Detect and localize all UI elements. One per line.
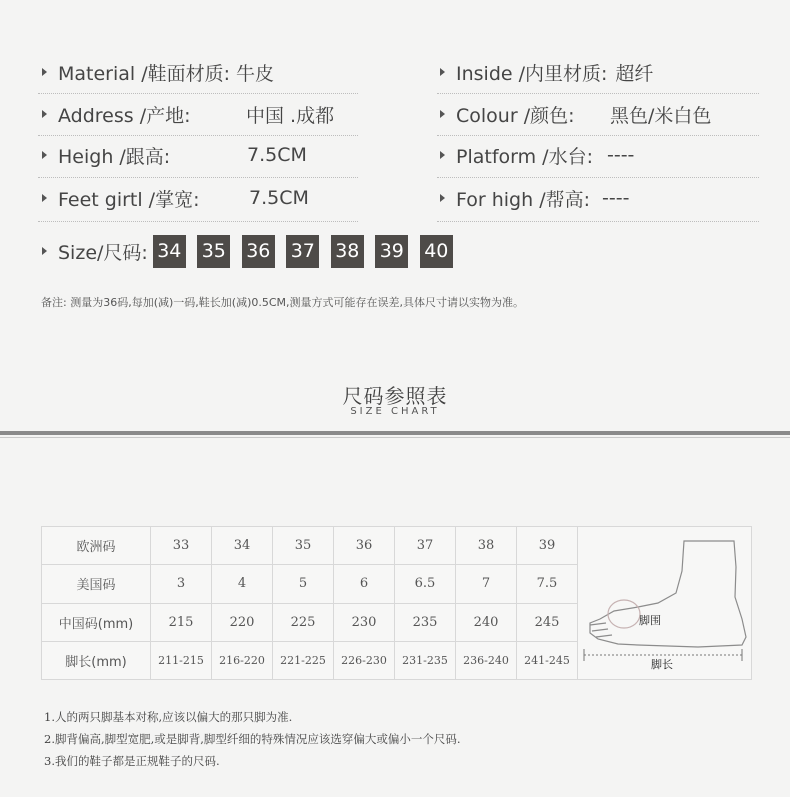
size-option: 35 xyxy=(197,235,230,268)
table-cell: 6 xyxy=(334,565,395,603)
table-cell: 36 xyxy=(334,527,395,565)
table-cell: 7.5 xyxy=(517,565,578,603)
bullet-triangle-icon xyxy=(440,194,445,202)
table-cell: 6.5 xyxy=(395,565,456,603)
divider xyxy=(437,221,759,222)
divider xyxy=(38,93,358,94)
foot-illustration xyxy=(578,527,751,675)
spec-label: Material /鞋面材质: xyxy=(58,62,231,85)
tip-item: 2.脚背偏高,脚型宽肥,或是脚背,脚型纤细的特殊情况应该选穿偏大或偏小一个尺码. xyxy=(44,732,461,746)
bullet-triangle-icon xyxy=(42,110,47,118)
bullet-triangle-icon xyxy=(42,151,47,159)
row-header: 中国码(mm) xyxy=(42,603,151,641)
spec-label: Inside /内里材质: xyxy=(456,62,608,85)
bullet-triangle-icon xyxy=(42,247,47,255)
table-cell: 225 xyxy=(273,603,334,641)
size-option: 39 xyxy=(375,235,408,268)
bullet-triangle-icon xyxy=(440,151,445,159)
foot-diagram-cell xyxy=(578,527,752,680)
spec-heel-height xyxy=(42,138,362,172)
spec-value: 7.5CM xyxy=(247,144,307,166)
table-cell: 241-245 xyxy=(517,641,578,679)
table-cell: 3 xyxy=(151,565,212,603)
table-cell: 235 xyxy=(395,603,456,641)
spec-value: 中国 .成都 xyxy=(246,104,335,127)
chart-title: 尺码参照表 xyxy=(342,384,448,408)
divider xyxy=(437,93,759,94)
table-cell: 35 xyxy=(273,527,334,565)
table-cell: 7 xyxy=(456,565,517,603)
spec-inside xyxy=(440,55,760,89)
spec-label: Address /产地: xyxy=(58,104,191,127)
bullet-triangle-icon xyxy=(42,68,47,76)
bullet-triangle-icon xyxy=(42,194,47,202)
table-cell: 216-220 xyxy=(212,641,273,679)
bullet-triangle-icon xyxy=(440,68,445,76)
spec-feet-girth xyxy=(42,181,362,215)
spec-value: ---- xyxy=(606,144,635,166)
table-cell: 230 xyxy=(334,603,395,641)
section-divider-line xyxy=(0,437,790,438)
table-cell: 221-225 xyxy=(273,641,334,679)
spec-value: 7.5CM xyxy=(249,187,309,209)
table-row xyxy=(42,527,752,565)
table-cell: 4 xyxy=(212,565,273,603)
size-option: 40 xyxy=(420,235,453,268)
spec-label: Heigh /跟高: xyxy=(58,145,171,168)
table-cell: 37 xyxy=(395,527,456,565)
tip-item: 1.人的两只脚基本对称,应该以偏大的那只脚为准. xyxy=(44,710,293,724)
size-row xyxy=(42,233,464,269)
girth-label: 脚围 xyxy=(639,614,661,627)
table-cell: 34 xyxy=(212,527,273,565)
table-cell: 5 xyxy=(273,565,334,603)
divider xyxy=(38,221,358,222)
length-label: 脚长 xyxy=(651,658,673,671)
spec-for-high xyxy=(440,181,760,215)
table-cell: 39 xyxy=(517,527,578,565)
divider xyxy=(437,135,759,136)
bullet-triangle-icon xyxy=(440,110,445,118)
size-label: Size/尺码: xyxy=(58,241,148,264)
section-divider xyxy=(0,431,790,435)
spec-value: 牛皮 xyxy=(236,62,275,85)
size-option: 37 xyxy=(286,235,319,268)
spec-label: Feet girtl /掌宽: xyxy=(58,188,200,211)
size-chart-table xyxy=(41,526,752,680)
table-cell: 236-240 xyxy=(456,641,517,679)
spec-platform xyxy=(440,138,760,172)
table-cell: 220 xyxy=(212,603,273,641)
table-cell: 215 xyxy=(151,603,212,641)
foot-outline-icon xyxy=(590,541,746,647)
divider xyxy=(437,177,759,178)
table-cell: 245 xyxy=(517,603,578,641)
row-header: 美国码 xyxy=(42,565,151,603)
chart-subtitle: SIZE CHART xyxy=(350,406,440,417)
divider xyxy=(38,135,358,136)
size-option: 36 xyxy=(242,235,275,268)
spec-material xyxy=(42,55,362,89)
table-cell: 38 xyxy=(456,527,517,565)
spec-colour xyxy=(440,97,760,131)
spec-address xyxy=(42,97,362,131)
table-cell: 240 xyxy=(456,603,517,641)
table-cell: 226-230 xyxy=(334,641,395,679)
table-cell: 33 xyxy=(151,527,212,565)
tip-item: 3.我们的鞋子都是正规鞋子的尺码. xyxy=(44,754,220,768)
size-option: 38 xyxy=(331,235,364,268)
measurement-note: 备注: 测量为36码,每加(减)一码,鞋长加(减)0.5CM,测量方式可能存在误差,具体尺寸请以实物为准。 xyxy=(41,296,525,309)
table-cell: 231-235 xyxy=(395,641,456,679)
row-header: 欧洲码 xyxy=(42,527,151,565)
spec-value: ---- xyxy=(602,187,630,209)
divider xyxy=(38,177,358,178)
row-header: 脚长(mm) xyxy=(42,641,151,679)
spec-value: 黑色/米白色 xyxy=(610,104,712,127)
tips-list xyxy=(44,706,461,772)
spec-label: Colour /颜色: xyxy=(456,104,575,127)
table-cell: 211-215 xyxy=(151,641,212,679)
size-option: 34 xyxy=(153,235,186,268)
spec-value: 超纤 xyxy=(615,62,654,85)
spec-label: For high /帮高: xyxy=(456,188,590,211)
spec-label: Platform /水台: xyxy=(456,145,593,168)
